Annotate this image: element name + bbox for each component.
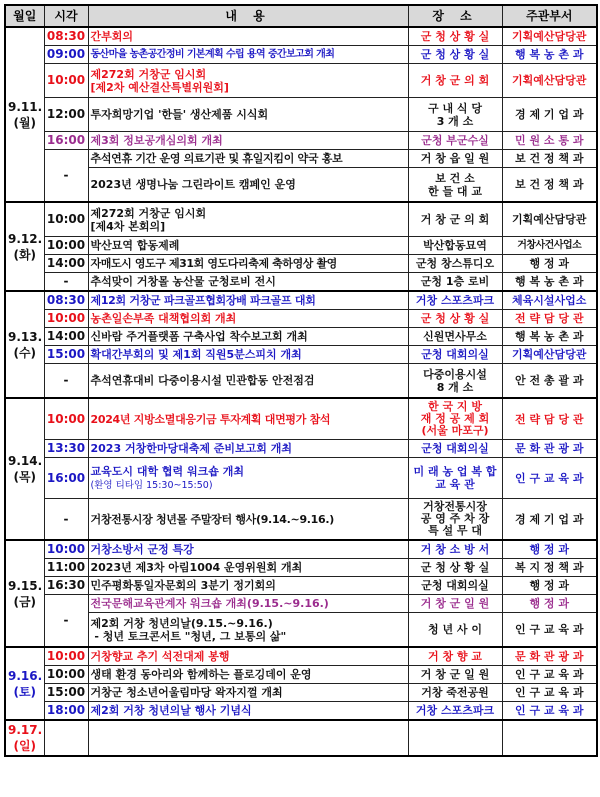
- host-cell: 문 화 관 광 과: [502, 440, 597, 458]
- content-cell: 투자희망기업 '한들' 생산제품 시식회: [88, 98, 408, 132]
- table-row: [5, 613, 597, 648]
- time-cell: 10:00: [44, 666, 88, 684]
- table-row: [5, 595, 597, 613]
- place-cell: 거창 죽전공원: [408, 684, 502, 702]
- place-cell: 군청 부군수실: [408, 132, 502, 150]
- header-row: [5, 5, 597, 27]
- table-row: [5, 132, 597, 150]
- host-cell: 경 제 기 업 과: [502, 98, 597, 132]
- empty-cell: [502, 720, 597, 756]
- place-cell: 거창 스포츠파크: [408, 702, 502, 721]
- content-cell: 거창소방서 군정 특강: [88, 540, 408, 559]
- header-date: 월일: [5, 5, 44, 27]
- table-row: [5, 540, 597, 559]
- place-cell: 미 래 농 업 복 합 교 육 관: [408, 458, 502, 499]
- date-cell-915: 9.15. (금): [5, 540, 44, 647]
- time-cell: 09:00: [44, 46, 88, 64]
- date-cell-914: 9.14. (목): [5, 398, 44, 540]
- place-cell: 거 창 향 교: [408, 647, 502, 666]
- host-cell: 행 복 농 촌 과: [502, 46, 597, 64]
- host-cell: 안 전 총 괄 과: [502, 364, 597, 399]
- host-cell: 경 제 기 업 과: [502, 499, 597, 541]
- time-cell: 10:00: [44, 647, 88, 666]
- table-row: [5, 255, 597, 273]
- table-row: [5, 273, 597, 292]
- place-cell: 거 창 군 일 원: [408, 666, 502, 684]
- host-cell: 행 정 과: [502, 595, 597, 613]
- content-cell: 거창군 청소년어울림마당 왁자지껄 개최: [88, 684, 408, 702]
- table-row: [5, 346, 597, 364]
- host-cell: 인 구 교 육 과: [502, 702, 597, 721]
- table-row: [5, 684, 597, 702]
- place-cell: 거 창 군 의 회: [408, 202, 502, 237]
- time-cell: 18:00: [44, 702, 88, 721]
- content-cell: 거창향교 추기 석전대제 봉행: [88, 647, 408, 666]
- table-row: [5, 328, 597, 346]
- table-row: [5, 291, 597, 310]
- empty-cell: [408, 720, 502, 756]
- place-cell: 군 청 상 황 실: [408, 310, 502, 328]
- time-cell: 10:00: [44, 237, 88, 255]
- time-cell: -: [44, 499, 88, 541]
- time-cell: 16:00: [44, 458, 88, 499]
- time-cell: 10:00: [44, 64, 88, 98]
- content-cell: 동산마을 농촌공간정비 기본계획 수립 용역 중간보고회 개최: [88, 46, 408, 64]
- time-cell: -: [44, 595, 88, 648]
- time-cell: -: [44, 273, 88, 292]
- content-cell: 제272회 거창군 임시회 [제2차 예산결산특별위원회]: [88, 64, 408, 98]
- date-cell-911: 9.11. (월): [5, 27, 44, 202]
- date-cell-913: 9.13. (수): [5, 291, 44, 398]
- host-cell: 인 구 교 육 과: [502, 613, 597, 648]
- place-cell: 거 창 소 방 서: [408, 540, 502, 559]
- table-row: [5, 64, 597, 98]
- content-cell: 제2회 거창 청년의날(9.15.~9.16.) - 청년 토크콘서트 "청년, 그 보통의 삶": [88, 613, 408, 648]
- place-cell: 다중이용시설 8 개 소: [408, 364, 502, 399]
- table-row: [5, 398, 597, 440]
- place-cell: 거창 스포츠파크: [408, 291, 502, 310]
- content-cell: 추석연휴대비 다중이용시설 민관합동 안전점검: [88, 364, 408, 399]
- place-cell: 구 내 식 당 3 개 소: [408, 98, 502, 132]
- table-row: [5, 647, 597, 666]
- content-cell: 박산묘역 합동제례: [88, 237, 408, 255]
- time-cell: 10:00: [44, 202, 88, 237]
- place-cell: 보 건 소 한 들 대 교: [408, 168, 502, 203]
- host-cell: 행 정 과: [502, 577, 597, 595]
- content-cell: 제12회 거창군 파크골프협회장배 파크골프 대회: [88, 291, 408, 310]
- header-host: 주관부서: [502, 5, 597, 27]
- place-cell: 한 국 지 방 재 정 공 제 회 (서울 마포구): [408, 398, 502, 440]
- schedule-table: [4, 4, 598, 757]
- place-cell: 군 청 상 황 실: [408, 559, 502, 577]
- time-cell: 10:00: [44, 310, 88, 328]
- time-cell: 16:00: [44, 132, 88, 150]
- date-cell-916: 9.16. (토): [5, 647, 44, 720]
- table-row: [5, 440, 597, 458]
- content-cell: 2024년 지방소멸대응기금 투자계획 대면평가 참석: [88, 398, 408, 440]
- place-cell: 신원면사무소: [408, 328, 502, 346]
- content-cell: 확대간부회의 및 제1회 직원5분스피치 개최: [88, 346, 408, 364]
- table-row: [5, 702, 597, 721]
- content-cell: 추석연휴 기간 운영 의료기관 및 휴일지킴이 약국 홍보: [88, 150, 408, 168]
- host-cell: 기획예산담당관: [502, 64, 597, 98]
- content-cell: 신바람 주거플랫폼 구축사업 착수보고회 개최: [88, 328, 408, 346]
- time-cell: 12:00: [44, 98, 88, 132]
- place-cell: 군청 대회의실: [408, 577, 502, 595]
- host-cell: 기획예산담당관: [502, 27, 597, 46]
- content-cell: 민주평화통일자문회의 3분기 정기회의: [88, 577, 408, 595]
- table-row: [5, 98, 597, 132]
- table-row: [5, 364, 597, 399]
- host-cell: 인 구 교 육 과: [502, 666, 597, 684]
- host-cell: 전 략 담 당 관: [502, 398, 597, 440]
- host-cell: 문 화 관 광 과: [502, 647, 597, 666]
- header-content: 내 용: [88, 5, 408, 27]
- table-row: [5, 499, 597, 541]
- time-cell: 08:30: [44, 27, 88, 46]
- content-cell: 간부회의: [88, 27, 408, 46]
- host-cell: 보 건 정 책 과: [502, 168, 597, 203]
- content-cell: 생태 환경 동아리와 함께하는 플로깅데이 운영: [88, 666, 408, 684]
- header-time: 시각: [44, 5, 88, 27]
- time-cell: -: [44, 150, 88, 203]
- table-row: [5, 666, 597, 684]
- time-cell: 11:00: [44, 559, 88, 577]
- time-cell: 14:00: [44, 255, 88, 273]
- place-cell: 거 창 군 의 회: [408, 64, 502, 98]
- place-cell: 거 창 군 일 원: [408, 595, 502, 613]
- place-cell: 군 청 상 황 실: [408, 27, 502, 46]
- host-cell: 인 구 교 육 과: [502, 458, 597, 499]
- content-cell: 제2회 거창 청년의날 행사 기념식: [88, 702, 408, 721]
- content-cell: 2023년 생명나눔 그린라이트 캠페인 운영: [88, 168, 408, 203]
- place-cell: 군청 1층 로비: [408, 273, 502, 292]
- table-row: [5, 310, 597, 328]
- time-cell: 08:30: [44, 291, 88, 310]
- table-row: [5, 577, 597, 595]
- place-cell: 군청 창스튜디오: [408, 255, 502, 273]
- content-cell: 자매도시 영도구 제31회 영도다리축제 축하영상 촬영: [88, 255, 408, 273]
- time-cell: 14:00: [44, 328, 88, 346]
- host-cell: 행 복 농 촌 과: [502, 328, 597, 346]
- place-cell: 박산합동묘역: [408, 237, 502, 255]
- table-row: [5, 237, 597, 255]
- table-row: [5, 168, 597, 203]
- host-cell: 행 복 농 촌 과: [502, 273, 597, 292]
- table-row: [5, 559, 597, 577]
- table-row: [5, 202, 597, 237]
- content-cell: 거창전통시장 청년몰 주말장터 행사(9.14.~9.16.): [88, 499, 408, 541]
- time-cell: 13:30: [44, 440, 88, 458]
- time-cell: 15:00: [44, 684, 88, 702]
- time-cell: 10:00: [44, 540, 88, 559]
- host-cell: 행 정 과: [502, 255, 597, 273]
- host-cell: 거창사건사업소: [502, 237, 597, 255]
- place-cell: 거 창 읍 일 원: [408, 150, 502, 168]
- host-cell: 기획예산담당관: [502, 346, 597, 364]
- table-row: [5, 458, 597, 499]
- time-cell: -: [44, 364, 88, 399]
- place-cell: 군청 대회의실: [408, 440, 502, 458]
- date-cell-912: 9.12. (화): [5, 202, 44, 291]
- place-cell: 청 년 사 이: [408, 613, 502, 648]
- content-cell: 추석맞이 거창몰 농산물 군청로비 전시: [88, 273, 408, 292]
- header-place: 장 소: [408, 5, 502, 27]
- date-cell-917: 9.17. (일): [5, 720, 44, 756]
- host-cell: 체육시설사업소: [502, 291, 597, 310]
- table-row: [5, 150, 597, 168]
- content-cell: 교육도시 대학 협력 워크숍 개최 (환영 티타임 15:30~15:50): [88, 458, 408, 499]
- place-cell: 군청 대회의실: [408, 346, 502, 364]
- empty-cell: [44, 720, 88, 756]
- content-cell: 농촌일손부족 대책협의회 개최: [88, 310, 408, 328]
- content-cell: 제272회 거창군 임시회 [제4차 본회의]: [88, 202, 408, 237]
- table-row: [5, 720, 597, 756]
- table-row: [5, 27, 597, 46]
- time-cell: 15:00: [44, 346, 88, 364]
- time-cell: 10:00: [44, 398, 88, 440]
- host-cell: 민 원 소 통 과: [502, 132, 597, 150]
- host-cell: 행 정 과: [502, 540, 597, 559]
- empty-cell: [88, 720, 408, 756]
- place-cell: 군 청 상 황 실: [408, 46, 502, 64]
- content-cell: 제3회 정보공개심의회 개최: [88, 132, 408, 150]
- table-row: [5, 46, 597, 64]
- content-cell: 2023년 제3차 아림1004 운영위원회 개최: [88, 559, 408, 577]
- host-cell: 전 략 담 당 관: [502, 310, 597, 328]
- content-cell: 2023 거창한마당대축제 준비보고회 개최: [88, 440, 408, 458]
- time-cell: 16:30: [44, 577, 88, 595]
- place-cell: 거창전통시장 공 영 주 차 장 특 설 무 대: [408, 499, 502, 541]
- host-cell: 인 구 교 육 과: [502, 684, 597, 702]
- content-cell: 전국문해교육관계자 워크숍 개최(9.15.~9.16.): [88, 595, 408, 613]
- host-cell: 보 건 정 책 과: [502, 150, 597, 168]
- host-cell: 기획예산담당관: [502, 202, 597, 237]
- host-cell: 복 지 정 책 과: [502, 559, 597, 577]
